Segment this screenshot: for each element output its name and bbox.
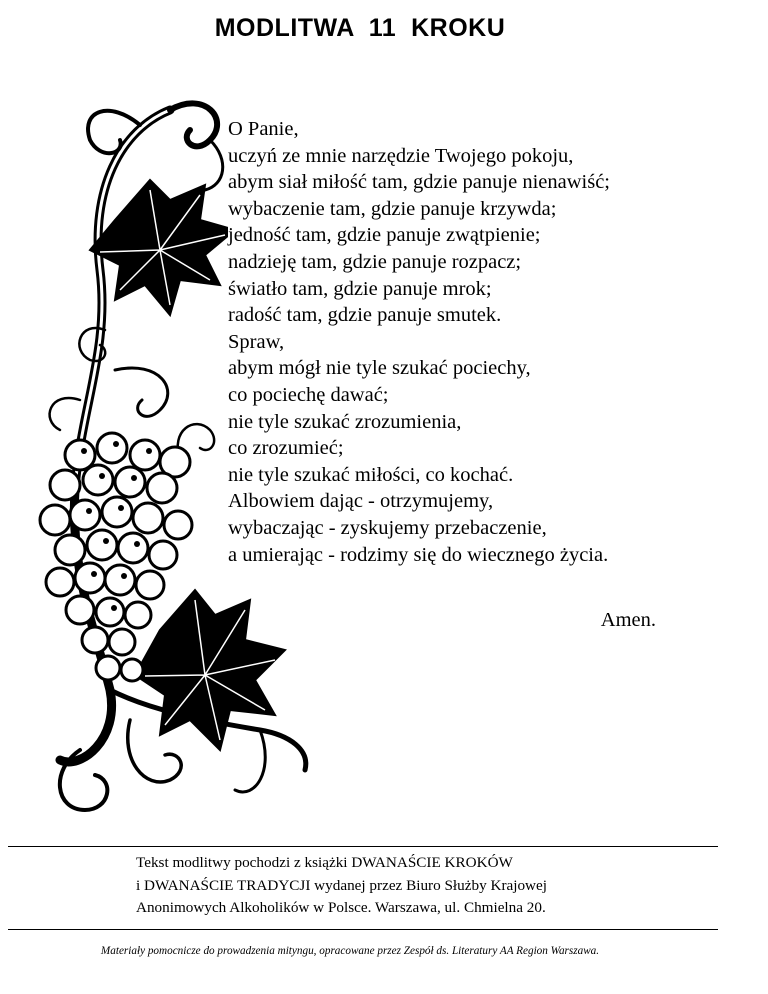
page-title: MODLITWA 11 KROKU [214,14,506,42]
amen-text: Amen. [520,609,656,632]
source-line: Anonimowych Alkoholików w Polsce. Warszawa, ul. Chmielna 20. [136,899,546,916]
prayer-line: co zrozumieć; [228,435,350,462]
prayer-line: światło tam, gdzie panuje mrok; [228,276,498,303]
prayer-line: nadzieję tam, gdzie panuje rozpacz; [228,249,527,276]
prayer-line: Albowiem dając - otrzymujemy, [228,488,499,515]
prayer-line: nie tyle szukać miłości, co kochać. [228,462,519,489]
divider-top [8,846,718,847]
prayer-line: co pociechę dawać; [228,382,395,409]
prayer-line: radość tam, gdzie panuje smutek. [228,302,507,329]
prayer-line: a umierając - rodzimy się do wiecznego życia. [228,542,614,569]
footer-note: Materiały pomocnicze do prowadzenia mityngu, opracowane przez Zespół ds. Literatury AA Region Warszawa. [100,945,600,957]
divider-bottom [8,929,718,930]
prayer-line: nie tyle szukać zrozumienia, [228,409,467,436]
prayer-line: jedność tam, gdzie panuje zwątpienie; [228,222,547,249]
prayer-text [228,116,616,568]
prayer-line: wybaczając - zyskujemy przebaczenie, [228,515,553,542]
source-line: i DWANAŚCIE TRADYCJI wydanej przez Biuro Służby Krajowej [136,876,547,894]
prayer-line: Spraw, [228,329,290,356]
source-note [136,852,547,920]
prayer-line: abym siał miłość tam, gdzie panuje nienawiść; [228,169,616,196]
prayer-line: uczyń ze mnie narzędzie Twojego pokoju, [228,143,579,170]
source-line: Tekst modlitwy pochodzi z książki DWANAŚCIE KROKÓW [136,854,513,871]
prayer-line: wybaczenie tam, gdzie panuje krzywda; [228,196,562,223]
prayer-line: O Panie, [228,116,305,143]
prayer-line: abym mógł nie tyle szukać pociechy, [228,355,537,382]
